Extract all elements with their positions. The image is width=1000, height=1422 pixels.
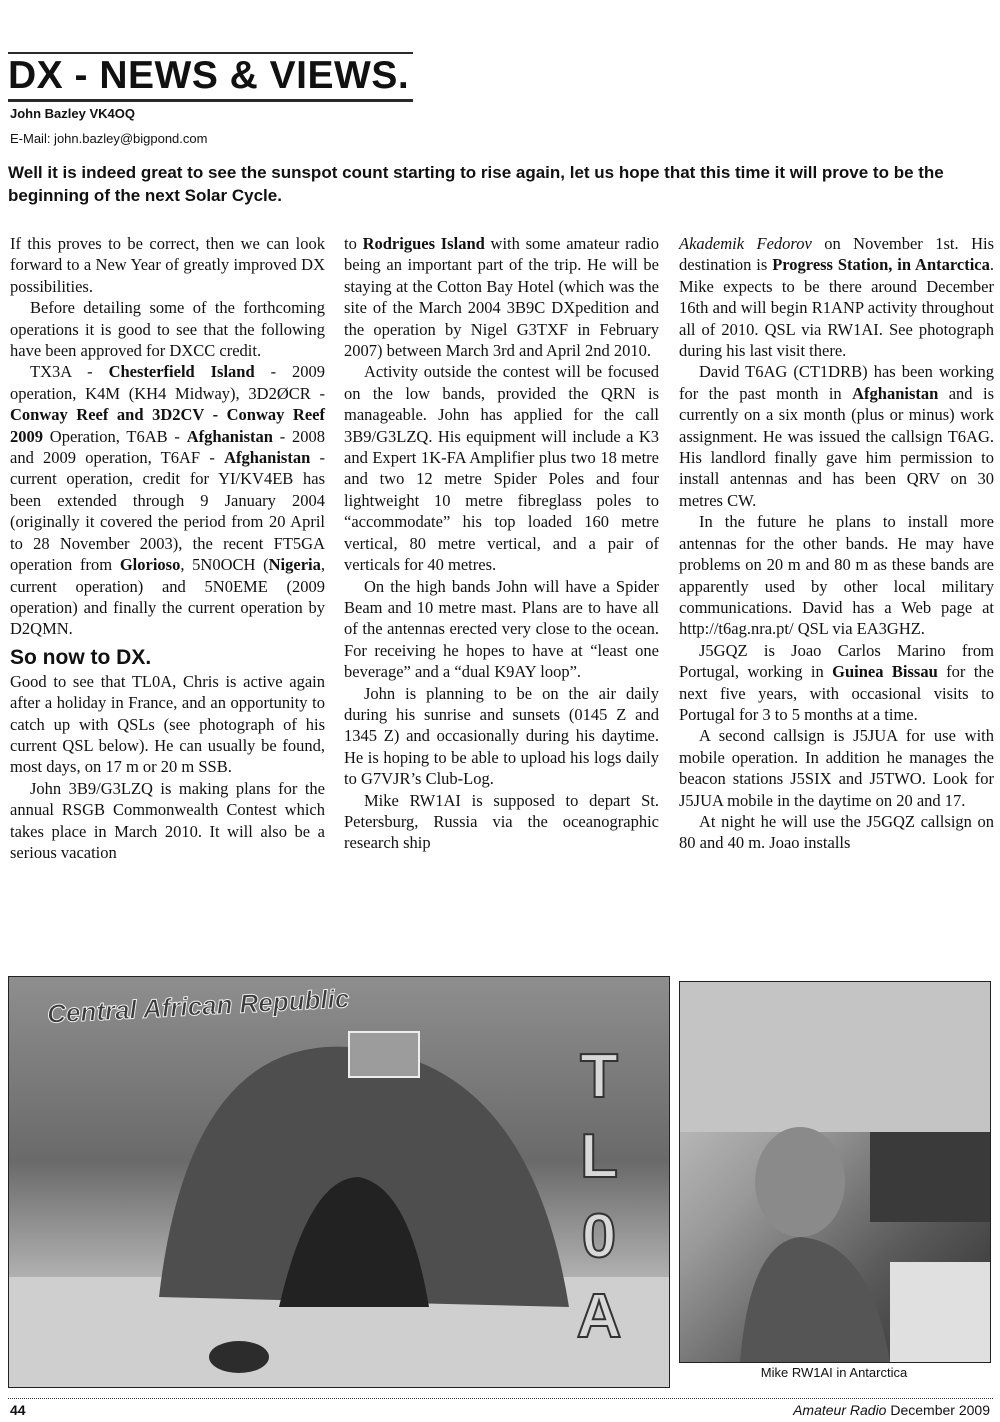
section-heading: So now to DX. <box>10 645 152 669</box>
callsign-letter: L <box>580 1122 618 1191</box>
col2-paragraph-2: Activity outside the contest will be focused on the low bands, provided the QRN is manageable. John has applied for the call 3B9/G3LZQ. His equipment will include a K3 and Expert 1K-FA Amplifier plus two 18 metre and two 12 metre Spider Poles and four lightweight 10 metre fibreglass poles to “accommodate” his top loaded 160 metre vertical, 80 metre vertical, and a pair of verticals for 40 metres. <box>344 362 659 575</box>
col2-paragraph-1: to Rodrigues Island with some amateur radio being an important part of the trip. He will be staying at the Cotton Bay Hotel (which was the site of the March 2004 3B9C DXpedition and the operation by Nigel G3TXF in February 2007) between March 3rd and April 2nd 2010. <box>344 234 659 361</box>
flag <box>349 1032 419 1077</box>
article-column-3 <box>679 233 994 854</box>
col3-paragraph-5: A second callsign is J5JUA for use with mobile operation. In addition he manages the beacon stations J5SIX and J5TWO. Look for J5JUA mobile in the daytime on 20 and 17. <box>679 726 994 810</box>
photo-wall <box>680 982 990 1132</box>
article-column-1 <box>10 233 325 863</box>
magazine-name: Amateur Radio <box>793 1402 887 1418</box>
photo-caption: Mike RW1AI in Antarctica <box>760 1365 908 1380</box>
cooking-pot <box>209 1341 269 1373</box>
author-email: E-Mail: john.bazley@bigpond.com <box>10 131 208 146</box>
header-rule-bottom <box>8 99 413 102</box>
page-title: DX - NEWS & VIEWS. <box>8 54 410 97</box>
col3-paragraph-3: In the future he plans to install more antennas for the other bands. He may have problems on 20 m and 80 m as these bands are apparently used by other local military communications. David has a Web page at http://t6ag.nra.pt/ QSL via EA3GHZ. <box>679 512 994 639</box>
logbook <box>890 1262 990 1362</box>
article-column-2 <box>344 233 659 854</box>
antarctica-photo <box>679 981 991 1363</box>
radio-equipment <box>870 1132 990 1222</box>
callsign-letter: T <box>580 1042 618 1111</box>
col1-paragraph-2: Before detailing some of the forthcoming operations it is good to see that the following have been approved for DXCC credit. <box>10 298 325 361</box>
col3-paragraph-4: J5GQZ is Joao Carlos Marino from Portugal, working in Guinea Bissau for the next five years, with occasional visits to Portugal for 3 to 5 months at a time. <box>679 640 994 724</box>
qsl-banner-text: Central African Republic <box>46 983 350 1029</box>
col1-paragraph-1: If this proves to be correct, then we can look forward to a New Year of greatly improved DX possibilities. <box>10 234 325 296</box>
col2-paragraph-4: John is planning to be on the air daily during his sunrise and sunsets (0145 Z and 1345 Z) and occasionally during his daytime. He is hoping to be able to upload his logs daily to G7VJR’s Club-Log. <box>344 683 659 789</box>
col3-paragraph-2: David T6AG (CT1DRB) has been working for the past month in Afghanistan and is currently on a six month (plus or minus) work assignment. He was issued the callsign T6AG. His landlord finally gave him permission to install antennas and has been QRV on 30 metres CW. <box>679 362 994 510</box>
operator-body <box>740 1237 890 1362</box>
footer-rule <box>8 1398 993 1399</box>
col2-paragraph-5: Mike RW1AI is supposed to depart St. Petersburg, Russia via the oceanographic research ship <box>344 790 659 853</box>
magazine-footer <box>793 1402 990 1418</box>
issue-date: December 2009 <box>890 1402 990 1418</box>
qsl-callsign <box>569 1037 629 1357</box>
page-number: 44 <box>10 1402 26 1418</box>
operator-head <box>755 1127 845 1237</box>
col1-paragraph-5: John 3B9/G3LZQ is making plans for the annual RSGB Commonwealth Contest which takes place in March 2010. It will also be a serious vacation <box>10 778 325 862</box>
col3-paragraph-6: At night he will use the J5GQZ callsign on 80 and 40 m. Joao installs <box>679 811 994 853</box>
callsign-letter: A <box>576 1282 622 1351</box>
qsl-card-image <box>8 976 670 1388</box>
callsign-letter: 0 <box>581 1202 617 1271</box>
col3-paragraph-1: Akademik Fedorov on November 1st. His destination is Progress Station, in Antarctica. Mike expects to be there around December 16th and will begin R1ANP activity throughout all of 2010. QSL via RW1AI. See photograph during his last visit there. <box>679 234 994 361</box>
col1-paragraph-4: Good to see that TL0A, Chris is active again after a holiday in France, and an opportunity to catch up with QSLs (see photograph of his current QSL below). He can usually be found, most days, on 17 m or 20 m SSB. <box>10 671 325 777</box>
intro-paragraph: Well it is indeed great to see the sunspot count starting to rise again, let us hope that this time it will prove to be the beginning of the next Solar Cycle. <box>8 163 944 205</box>
col1-paragraph-3: TX3A - Chesterfield Island - 2009 operation, K4M (KH4 Midway), 3D2ØCR - Conway Reef and 3D2CV - Conway Reef 2009 Operation, T6AB - Afghanistan - 2008 and 2009 operation, T6AF - Afghanistan - current operation, credit for YI/KV4EB has been extended through 9 January 2004 (originally it covered the period from 20 April to 28 November 2003), the recent FT5GA operation from Glorioso, 5N0OCH (Nigeria, current operation) and 5N0EME (2009 operation) and finally the current operation by D2QMN. <box>10 362 325 639</box>
author-byline: John Bazley VK4OQ <box>10 106 135 121</box>
photo-scene <box>680 982 990 1362</box>
col2-paragraph-3: On the high bands John will have a Spider Beam and 10 metre mast. Plans are to have all of the antennas erected very close to the ocean. For receiving he hopes to have at “least one beverage” and a “dual K9AY loop”. <box>344 576 659 682</box>
